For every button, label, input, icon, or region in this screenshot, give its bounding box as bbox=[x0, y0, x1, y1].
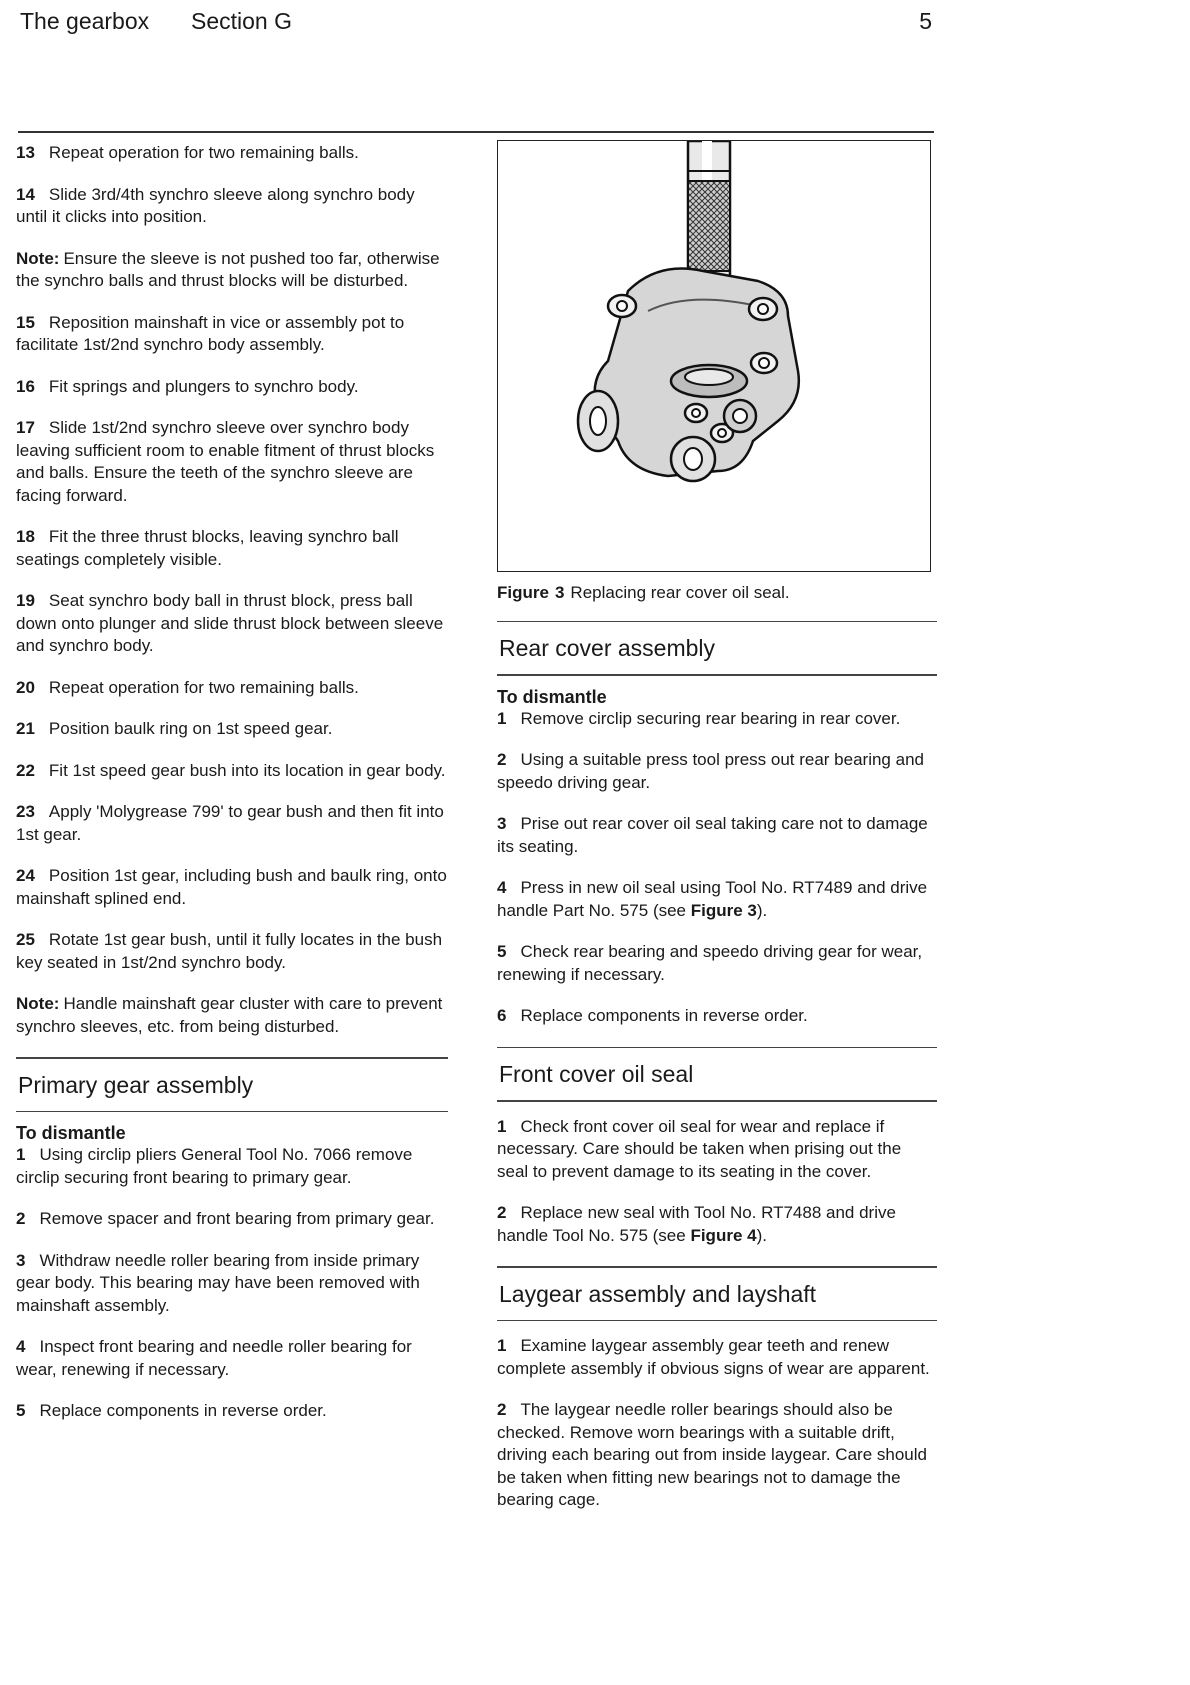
rear-step-2: 2 Using a suitable press tool press out rear bearing and speedo driving gear. bbox=[497, 750, 924, 792]
laygear-step-2: 2 The laygear needle roller bearings should also be checked. Remove worn bearings with a suitable drift, driving each bearing out from inside laygear. Care should be taken when fitting new bearings not to damage the bearing cage. bbox=[497, 1400, 927, 1509]
rear-step-3: 3 Prise out rear cover oil seal taking care not to damage its seating. bbox=[497, 814, 928, 856]
step-14: 14 Slide 3rd/4th synchro sleeve along synchro body until it clicks into position. bbox=[16, 184, 415, 226]
left-column bbox=[16, 142, 448, 1442]
figure-3-reference: Figure 3 bbox=[690, 900, 757, 920]
section-divider bbox=[497, 1047, 937, 1049]
step-24: 24 Position 1st gear, including bush and baulk ring, onto mainshaft splined end. bbox=[16, 866, 447, 908]
step-17: 17 Slide 1st/2nd synchro sleeve over synchro body leaving sufficient room to enable fitment of thrust blocks and balls. Ensure the teeth of the synchro sleeve are facing forward. bbox=[16, 418, 435, 505]
primary-step-1: 1 Using circlip pliers General Tool No. 7066 remove circlip securing front bearing to primary gear. bbox=[16, 1145, 413, 1187]
section-divider bbox=[497, 1100, 937, 1102]
primary-step-2: 2 Remove spacer and front bearing from primary gear. bbox=[16, 1209, 435, 1228]
rear-dismantle-subheading: To dismantle bbox=[497, 686, 607, 707]
step-25: 25 Rotate 1st gear bush, until it fully locates in the bush key seated in 1st/2nd synchro body. bbox=[16, 930, 443, 972]
step-21: 21 Position baulk ring on 1st speed gear. bbox=[16, 719, 333, 738]
section-divider bbox=[16, 1057, 448, 1059]
header-section: Section G bbox=[191, 8, 292, 34]
front-cover-heading: Front cover oil seal bbox=[499, 1061, 694, 1087]
step-18: 18 Fit the three thrust blocks, leaving synchro ball seatings completely visible. bbox=[16, 527, 399, 569]
figure-3-illustration bbox=[497, 140, 931, 572]
note-handle: Note: Handle mainshaft gear cluster with care to prevent synchro sleeves, etc. from being disturbed. bbox=[16, 994, 443, 1036]
step-23: 23 Apply 'Molygrease 799' to gear bush and then fit into 1st gear. bbox=[16, 802, 444, 844]
primary-step-3: 3 Withdraw needle roller bearing from inside primary gear body. This bearing may have been removed with mainshaft assembly. bbox=[16, 1250, 420, 1315]
front-step-1: 1 Check front cover oil seal for wear and replace if necessary. Care should be taken when prising out the seal to prevent damage to its seating in the cover. bbox=[497, 1116, 902, 1181]
right-column bbox=[497, 140, 937, 1531]
figure-4-reference: Figure 4 bbox=[690, 1225, 757, 1245]
rear-step-5: 5 Check rear bearing and speedo driving gear for wear, renewing if necessary. bbox=[497, 942, 923, 984]
section-divider bbox=[497, 621, 937, 623]
step-19: 19 Seat synchro body ball in thrust block, press ball down onto plunger and slide thrust block between sleeve and synchro body. bbox=[16, 591, 444, 655]
primary-step-5: 5 Replace components in reverse order. bbox=[16, 1401, 327, 1420]
primary-step-4: 4 Inspect front bearing and needle roller bearing for wear, renewing if necessary. bbox=[16, 1337, 412, 1379]
front-step-2: 2 Replace new seal with Tool No. RT7488 and drive handle Tool No. 575 (see Figure 4). bbox=[497, 1203, 896, 1245]
rear-step-6: 6 Replace components in reverse order. bbox=[497, 1006, 808, 1025]
step-22: 22 Fit 1st speed gear bush into its location in gear body. bbox=[16, 760, 446, 780]
step-15: 15 Reposition mainshaft in vice or assembly pot to facilitate 1st/2nd synchro body assembly. bbox=[16, 312, 405, 354]
step-13: 13 Repeat operation for two remaining balls. bbox=[16, 143, 359, 162]
rear-cover-heading: Rear cover assembly bbox=[499, 635, 716, 661]
note-sleeve: Note: Ensure the sleeve is not pushed too far, otherwise the synchro balls and thrust blocks will be disturbed. bbox=[16, 248, 440, 290]
primary-dismantle-subheading: To dismantle bbox=[16, 1123, 126, 1143]
page-number: 5 bbox=[919, 8, 932, 34]
section-divider bbox=[497, 674, 937, 676]
primary-gear-heading: Primary gear assembly bbox=[18, 1071, 254, 1098]
laygear-heading: Laygear assembly and layshaft bbox=[499, 1280, 817, 1307]
rear-step-4: 4 Press in new oil seal using Tool No. RT7489 and drive handle Part No. 575 (see Figure 3). bbox=[497, 878, 928, 920]
header-title: The gearbox bbox=[20, 8, 150, 34]
step-16: 16 Fit springs and plungers to synchro body. bbox=[16, 376, 359, 396]
step-20: 20 Repeat operation for two remaining balls. bbox=[16, 677, 359, 697]
section-divider bbox=[497, 1266, 937, 1268]
header-divider bbox=[18, 131, 934, 133]
section-divider bbox=[497, 1320, 937, 1322]
rear-step-1: 1 Remove circlip securing rear bearing in rear cover. bbox=[497, 708, 901, 728]
rear-cover-drawing bbox=[498, 141, 930, 571]
laygear-step-1: 1 Examine laygear assembly gear teeth and renew complete assembly if obvious signs of wear are apparent. bbox=[497, 1336, 930, 1378]
page-header bbox=[20, 8, 940, 42]
figure-3-caption: Figure 3 Replacing rear cover oil seal. bbox=[497, 583, 790, 602]
section-divider bbox=[16, 1111, 448, 1113]
